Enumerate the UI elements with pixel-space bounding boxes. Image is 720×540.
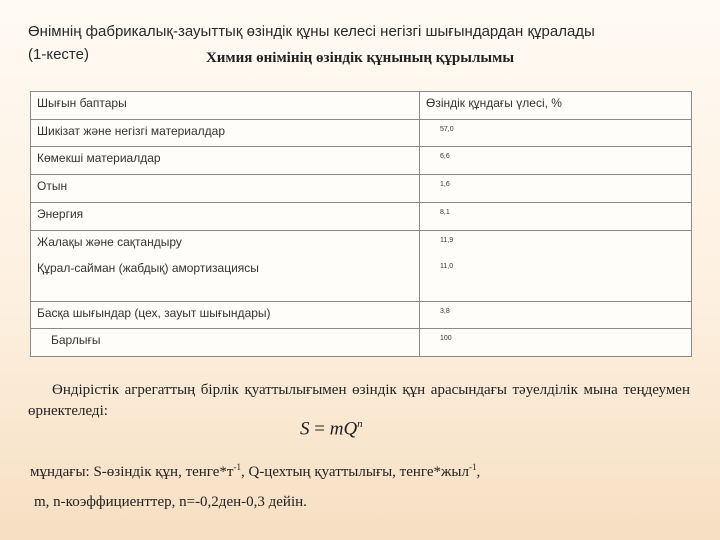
table-header-row [31,92,692,120]
table-row [31,119,692,147]
row-value: 8,1 [420,202,692,230]
column-header-items: Шығын баптары [31,92,420,120]
row-label: Құрал-сайман (жабдық) амортизациясы [37,260,259,275]
table-row [31,175,692,203]
formula-exponent: n [357,418,363,430]
table-row-total [31,329,692,357]
legend-text-1: мұндағы: S-өзіндік құн, тенге*т [30,464,234,480]
table-row [31,202,692,230]
formula-legend [30,462,480,481]
row-label: Отын [31,175,420,203]
row-value: 11,0 [440,262,454,270]
column-header-share: Өзіндік құндағы үлесі, % [420,92,692,120]
total-label: Барлығы [51,333,101,348]
legend-sup-2: -1 [468,462,477,472]
row-label: Көмекші материалдар [31,147,420,175]
intro-line-2: (1-кесте) [28,46,89,63]
merged-row-values [420,230,692,301]
table-title: Химия өнімінің өзіндік құнының құрылымы [205,50,515,66]
row-value: 11,9 [440,236,454,244]
row-value: 57,0 [420,119,692,147]
row-label: Шикізат және негізгі материалдар [31,119,420,147]
coefficients-note: m, n-коэффициенттер, n=-0,2ден-0,3 дейін. [34,494,307,510]
total-label-cell [31,329,420,357]
legend-sup-1: -1 [233,462,241,472]
table-row [31,147,692,175]
cost-structure-table [30,91,692,357]
merged-row-labels [31,230,420,301]
row-label: Энергия [31,202,420,230]
total-value: 100 [420,329,692,357]
row-value: 3,8 [420,301,692,329]
formula-equals: = [314,418,325,440]
intro-line-1: Өнімнің фабрикалық-зауыттық өзіндік құны келесі негізгі шығындардан құралады [28,23,595,40]
row-label: Жалақы және сақтандыру [37,234,182,249]
description-paragraph: Өндірістік агрегаттың бірлік қуаттылығымен өзіндік құн арасындағы тәуелділік мына теңдеумен өрнектеледі: [28,382,690,419]
formula-rhs: mQ [329,418,358,440]
cost-formula [300,418,363,440]
legend-text-2: , Q-цехтың қуаттылығы, тенге*жыл [240,464,469,480]
row-value: 1,6 [420,175,692,203]
row-value: 6,6 [420,147,692,175]
row-label: Басқа шығындар (цех, зауыт шығындары) [31,301,420,329]
legend-text-3: , [476,464,481,480]
formula-lhs: S [300,418,310,440]
table-row-merged [31,230,692,301]
table-row [31,301,692,329]
